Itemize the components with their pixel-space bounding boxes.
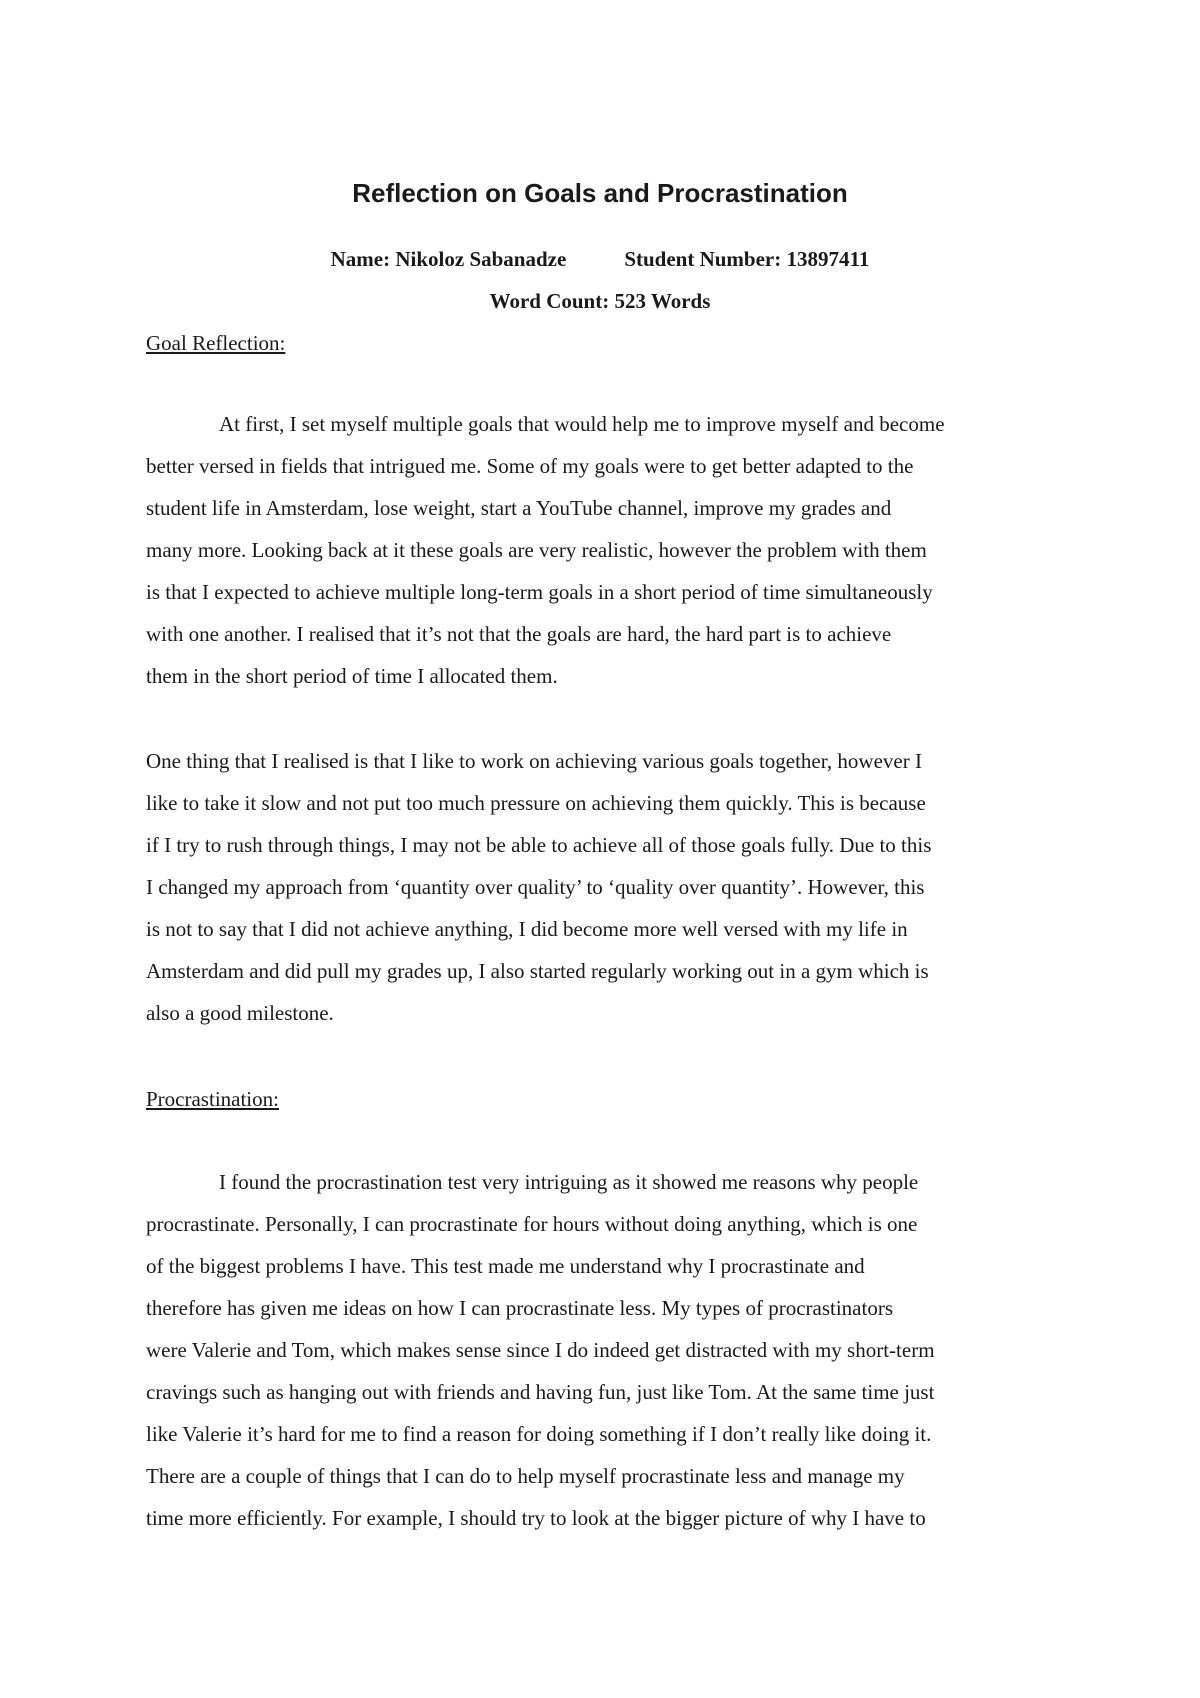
paragraph-line: many more. Looking back at it these goals are very realistic, however the problem with them (146, 538, 927, 562)
paragraph-line: There are a couple of things that I can do to help myself procrastinate less and manage my (146, 1464, 905, 1488)
paragraph-line: procrastinate. Personally, I can procrastinate for hours without doing anything, which is one (146, 1212, 918, 1236)
paragraph-line: were Valerie and Tom, which makes sense since I do indeed get distracted with my short-term (146, 1338, 935, 1362)
paragraph-line: of the biggest problems I have. This test made me understand why I procrastinate and (146, 1254, 865, 1278)
student-number: Student Number: 13897411 (624, 247, 870, 271)
paragraph-line: time more efficiently. For example, I should try to look at the bigger picture of why I have to (146, 1506, 926, 1530)
procrastination-heading: Procrastination: (146, 1087, 279, 1111)
author-info (0, 247, 1200, 272)
paragraph-line: also a good milestone. (146, 1001, 334, 1025)
student-name: Name: Nikoloz Sabanadze (330, 247, 567, 271)
document-title: Reflection on Goals and Procrastination (352, 178, 848, 208)
paragraph-line: student life in Amsterdam, lose weight, start a YouTube channel, improve my grades and (146, 496, 892, 520)
word-count: Word Count: 523 Words (489, 289, 711, 313)
paragraph-line: I found the procrastination test very intriguing as it showed me reasons why people (219, 1170, 919, 1194)
paragraph-line: I changed my approach from ‘quantity over quality’ to ‘quality over quantity’. However, this (146, 875, 925, 899)
goal-reflection-heading: Goal Reflection: (146, 331, 286, 355)
paragraph-line: like to take it slow and not put too much pressure on achieving them quickly. This is because (146, 791, 926, 815)
paragraph-line: is that I expected to achieve multiple long-term goals in a short period of time simultaneously (146, 580, 933, 604)
paragraph-line: Amsterdam and did pull my grades up, I also started regularly working out in a gym which is (146, 959, 929, 983)
paragraph-line: is not to say that I did not achieve anything, I did become more well versed with my life in (146, 917, 908, 941)
paragraph-line: with one another. I realised that it’s not that the goals are hard, the hard part is to achieve (146, 622, 892, 646)
paragraph-line: if I try to rush through things, I may not be able to achieve all of those goals fully. Due to this (146, 833, 932, 857)
paragraph-line: therefore has given me ideas on how I can procrastinate less. My types of procrastinators (146, 1296, 894, 1320)
paragraph-line: One thing that I realised is that I like to work on achieving various goals together, however I (146, 749, 922, 773)
paragraph-line: At first, I set myself multiple goals that would help me to improve myself and become (219, 412, 945, 436)
paragraph-line: like Valerie it’s hard for me to find a reason for doing something if I don’t really like doing it. (146, 1422, 932, 1446)
paragraph-line: them in the short period of time I allocated them. (146, 664, 558, 688)
paragraph-line: cravings such as hanging out with friends and having fun, just like Tom. At the same time just (146, 1380, 935, 1404)
paragraph-line: better versed in fields that intrigued me. Some of my goals were to get better adapted to the (146, 454, 914, 478)
